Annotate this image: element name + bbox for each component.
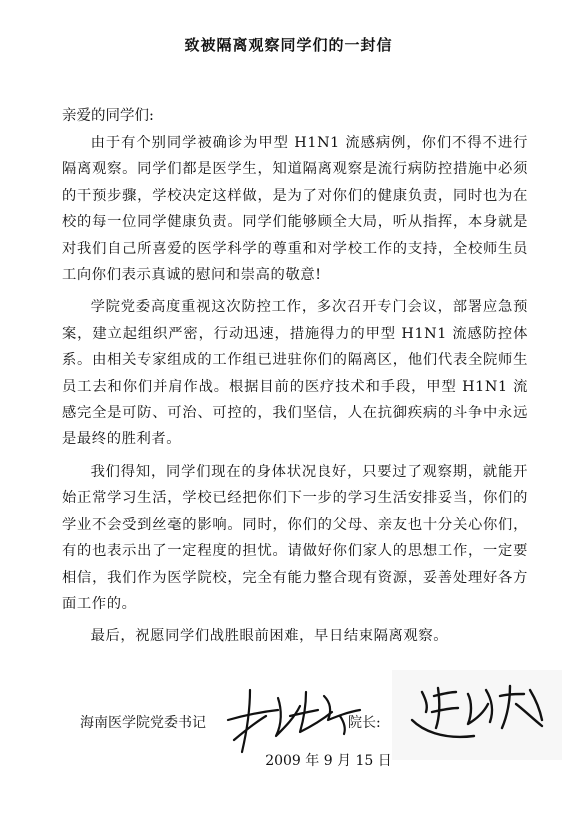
- letter-date: 2009 年 9 月 15 日: [265, 753, 392, 769]
- salutation: 亲爱的同学们:: [62, 108, 154, 124]
- president-signature: [392, 670, 562, 760]
- president-label: 院长:: [348, 715, 381, 731]
- paragraph-4: 最后，祝愿同学们战胜眼前困难，早日结束隔离观察。: [90, 628, 449, 645]
- party-secretary-label: 海南医学院党委书记: [80, 715, 206, 731]
- paragraph-1: 由于有个别同学被确诊为甲型 H1N1 流感病例，你们不得不进行隔离观察。同学们都是医学生，知道隔离观察是流行病防控措施中必须的干预步骤，学校决定这样做，是为了对你们的健康负责，同时也为在校的每一位同学健康负责。同学们能够顾全大局，听从指挥，本身就是对我们自己所喜爱的医学科学的尊重和对学校工作的支持，全校师生员工向你们表示真诚的慰问和崇高的敬意!: [62, 135, 528, 284]
- paragraph-2: 学院党委高度重视这次防控工作，多次召开专门会议，部署应急预案，建立起组织严密，行动迅速，措施得力的甲型 H1N1 流感防控体系。由相关专家组成的工作组已进驻你们的隔离区，他们代表全院师生员工去和你们并肩作战。根据目前的医疗技术和手段，甲型 H1N1 流感完全是可防、可治、可控的，我们坚信，人在抗御疾病的斗争中永远是最终的胜利者。: [62, 299, 528, 448]
- paragraph-3: 我们得知，同学们现在的身体状况良好，只要过了观察期，就能开始正常学习生活，学校已经把你们下一步的学习生活安排妥当，你们的学业不会受到丝毫的影响。同时，你们的父母、亲友也十分关心你们，有的也表示出了一定程度的担忧。请做好你们家人的思想工作，一定要相信，我们作为医学院校，完全有能力整合现有资源，妥善处理好各方面工作的。: [62, 463, 528, 612]
- letter-title: 致被隔离观察同学们的一封信: [184, 36, 393, 54]
- letter-body: [62, 130, 528, 656]
- signature-block: [0, 694, 577, 754]
